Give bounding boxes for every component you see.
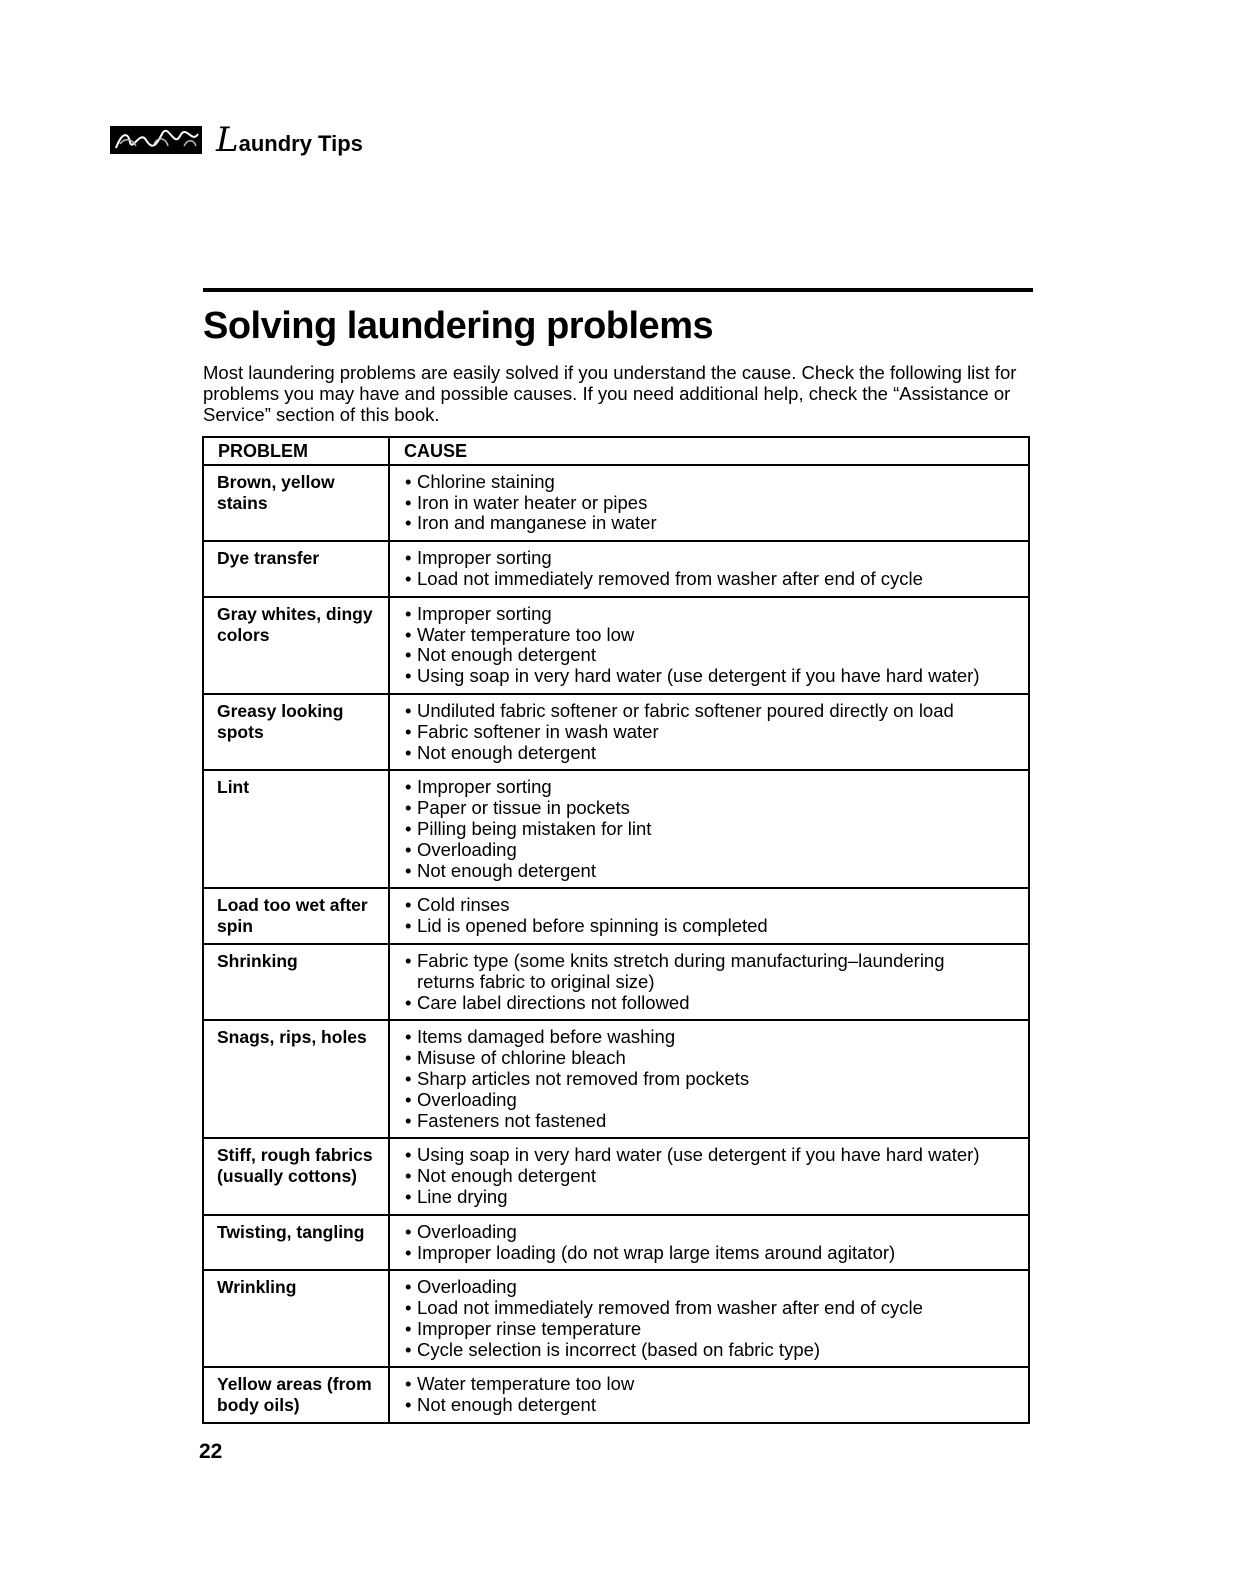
table-row: [203, 694, 1029, 770]
cause-item: [405, 548, 1018, 569]
problem-cell: Snags, rips, holes: [203, 1020, 389, 1138]
cause-text: Iron in water heater or pipes: [417, 491, 648, 513]
bullet-icon: •: [405, 602, 412, 624]
bullet-icon: •: [405, 623, 412, 645]
cause-text: Paper or tissue in pockets: [417, 797, 630, 819]
problem-cell: Stiff, rough fabrics (usually cottons): [203, 1138, 389, 1214]
section-logo: [110, 126, 202, 154]
problem-cell: Shrinking: [203, 944, 389, 1020]
column-header-problem: PROBLEM: [203, 437, 389, 465]
cause-item: [405, 569, 1018, 590]
bullet-icon: •: [405, 1276, 412, 1298]
cause-text: Load not immediately removed from washer after end of cycle: [417, 567, 923, 589]
bullet-icon: •: [405, 1394, 412, 1416]
cause-cell: [389, 541, 1029, 597]
cause-text: Overloading: [417, 1220, 517, 1242]
problem-cell: Load too wet after spin: [203, 888, 389, 944]
cause-text: Fasteners not fastened: [417, 1109, 607, 1131]
cause-text: Not enough detergent: [417, 644, 596, 666]
cause-text: Load not immediately removed from washer after end of cycle: [417, 1297, 923, 1319]
section-title: [216, 120, 363, 160]
bullet-icon: •: [405, 991, 412, 1013]
bullet-icon: •: [405, 1047, 412, 1069]
bullet-icon: •: [405, 1109, 412, 1131]
cause-item: [405, 1090, 1018, 1111]
bullet-icon: •: [405, 1185, 412, 1207]
problem-cell: Brown, yellow stains: [203, 465, 389, 541]
section-title-initial: L: [216, 120, 239, 160]
table-row: [203, 1020, 1029, 1138]
cause-text: Improper loading (do not wrap large items around agitator): [417, 1241, 896, 1263]
table-row: [203, 465, 1029, 541]
cause-item: [405, 777, 1018, 798]
cause-text: Not enough detergent: [417, 741, 596, 763]
bullet-icon: •: [405, 720, 412, 742]
cause-item: [405, 701, 1018, 722]
section-header: [110, 120, 363, 160]
cause-item: [405, 1187, 1018, 1208]
table-row: [203, 1215, 1029, 1271]
bullet-icon: •: [405, 1338, 412, 1360]
bullet-icon: •: [405, 547, 412, 569]
cause-cell: [389, 694, 1029, 770]
column-header-cause: CAUSE: [389, 437, 1029, 465]
cause-text: Using soap in very hard water (use detergent if you have hard water): [417, 1144, 980, 1166]
bullet-icon: •: [405, 1026, 412, 1048]
cause-item: [405, 1027, 1018, 1048]
cause-cell: [389, 1020, 1029, 1138]
cause-item: [405, 861, 1018, 882]
bullet-icon: •: [405, 470, 412, 492]
cause-text: Cold rinses: [417, 894, 510, 916]
cause-text: Overloading: [417, 1276, 517, 1298]
cause-item: [405, 1243, 1018, 1264]
bullet-icon: •: [405, 1165, 412, 1187]
cause-text: Pilling being mistaken for lint: [417, 817, 652, 839]
cause-text: Improper sorting: [417, 776, 552, 798]
bullet-icon: •: [405, 1067, 412, 1089]
table-row: [203, 944, 1029, 1020]
cause-text: Iron and manganese in water: [417, 512, 657, 534]
bullet-icon: •: [405, 741, 412, 763]
cause-text: Not enough detergent: [417, 1394, 596, 1416]
table-row: [203, 888, 1029, 944]
intro-paragraph: Most laundering problems are easily solved if you understand the cause. Check the following list for problems you may have and possible causes. If you need additional help, check the “Assistance or Service” section of this book.: [203, 362, 1017, 425]
cause-item: [405, 1048, 1018, 1069]
bullet-icon: •: [405, 949, 412, 971]
page-title: Solving laundering problems: [203, 305, 714, 347]
cause-item: [405, 1395, 1018, 1416]
cause-item: [405, 1319, 1018, 1340]
cause-text: Misuse of chlorine bleach: [417, 1047, 626, 1069]
bullet-icon: •: [405, 1297, 412, 1319]
table-row: [203, 1367, 1029, 1423]
logo-swirl-graphic: [110, 126, 202, 154]
cause-item: [405, 1222, 1018, 1243]
cause-item: [405, 513, 1018, 534]
cause-item: [405, 1145, 1018, 1166]
table-row: [203, 770, 1029, 888]
cause-cell: [389, 770, 1029, 888]
cause-text: Using soap in very hard water (use detergent if you have hard water): [417, 665, 980, 687]
cause-item: [405, 1166, 1018, 1187]
bullet-icon: •: [405, 838, 412, 860]
bullet-icon: •: [405, 491, 412, 513]
cause-item: [405, 895, 1018, 916]
cause-item: [405, 972, 1018, 993]
problem-cell: Wrinkling: [203, 1270, 389, 1367]
cause-text: Water temperature too low: [417, 623, 635, 645]
table-row: [203, 597, 1029, 694]
cause-text: Care label directions not followed: [417, 991, 690, 1013]
title-rule: [203, 288, 1033, 292]
section-title-rest: aundry Tips: [238, 131, 363, 156]
cause-item: [405, 472, 1018, 493]
cause-cell: [389, 1215, 1029, 1271]
cause-text: Lid is opened before spinning is completed: [417, 915, 768, 937]
cause-cell: [389, 1270, 1029, 1367]
cause-item: [405, 604, 1018, 625]
cause-cell: [389, 1367, 1029, 1423]
table-body: [203, 465, 1029, 1423]
page-number: 22: [199, 1440, 223, 1463]
cause-text: Not enough detergent: [417, 1165, 596, 1187]
problem-cell: Gray whites, dingy colors: [203, 597, 389, 694]
cause-text: Overloading: [417, 1088, 517, 1110]
bullet-icon: •: [405, 817, 412, 839]
cause-item: [405, 993, 1018, 1014]
bullet-icon: •: [405, 665, 412, 687]
cause-cell: [389, 944, 1029, 1020]
cause-item: [405, 1277, 1018, 1298]
bullet-icon: •: [405, 1088, 412, 1110]
cause-item: [405, 625, 1018, 646]
problem-cell: Lint: [203, 770, 389, 888]
bullet-icon: •: [405, 567, 412, 589]
cause-cell: [389, 465, 1029, 541]
cause-item: [405, 798, 1018, 819]
table-row: [203, 1138, 1029, 1214]
problem-cell: Yellow areas (from body oils): [203, 1367, 389, 1423]
cause-text: Chlorine staining: [417, 470, 555, 492]
cause-item: [405, 951, 1018, 972]
problems-table: [202, 436, 1030, 1424]
cause-item: [405, 493, 1018, 514]
bullet-icon: •: [405, 1144, 412, 1166]
cause-text: Improper sorting: [417, 547, 552, 569]
bullet-icon: •: [405, 699, 412, 721]
cause-text: Improper rinse temperature: [417, 1317, 642, 1339]
bullet-icon: •: [405, 859, 412, 881]
bullet-icon: •: [405, 1220, 412, 1242]
cause-item: [405, 666, 1018, 687]
cause-item: [405, 1374, 1018, 1395]
cause-text: Cycle selection is incorrect (based on fabric type): [417, 1338, 821, 1360]
bullet-icon: •: [405, 1317, 412, 1339]
cause-text: Items damaged before washing: [417, 1026, 676, 1048]
table-row: [203, 541, 1029, 597]
cause-text: Water temperature too low: [417, 1373, 635, 1395]
cause-text: Overloading: [417, 838, 517, 860]
bullet-icon: •: [405, 776, 412, 798]
cause-text: Line drying: [417, 1185, 508, 1207]
cause-text: Sharp articles not removed from pockets: [417, 1067, 750, 1089]
problem-cell: Twisting, tangling: [203, 1215, 389, 1271]
cause-cell: [389, 888, 1029, 944]
table-header-row: [203, 437, 1029, 465]
bullet-icon: •: [405, 512, 412, 534]
cause-item: [405, 1111, 1018, 1132]
cause-text: returns fabric to original size): [417, 970, 655, 992]
bullet-icon: •: [405, 644, 412, 666]
cause-text: Fabric softener in wash water: [417, 720, 659, 742]
cause-item: [405, 743, 1018, 764]
problem-cell: Dye transfer: [203, 541, 389, 597]
cause-item: [405, 916, 1018, 937]
table-row: [203, 1270, 1029, 1367]
cause-item: [405, 1069, 1018, 1090]
bullet-icon: •: [405, 797, 412, 819]
cause-text: Not enough detergent: [417, 859, 596, 881]
bullet-icon: •: [405, 1241, 412, 1263]
cause-text: Undiluted fabric softener or fabric softener poured directly on load: [417, 699, 954, 721]
cause-item: [405, 1340, 1018, 1361]
cause-item: [405, 1298, 1018, 1319]
cause-cell: [389, 597, 1029, 694]
bullet-icon: •: [405, 894, 412, 916]
bullet-icon: •: [405, 915, 412, 937]
cause-cell: [389, 1138, 1029, 1214]
cause-item: [405, 645, 1018, 666]
cause-item: [405, 819, 1018, 840]
problem-cell: Greasy looking spots: [203, 694, 389, 770]
cause-text: Fabric type (some knits stretch during manufacturing–laundering: [417, 949, 945, 971]
cause-text: Improper sorting: [417, 602, 552, 624]
cause-item: [405, 840, 1018, 861]
cause-item: [405, 722, 1018, 743]
bullet-icon: •: [405, 1373, 412, 1395]
